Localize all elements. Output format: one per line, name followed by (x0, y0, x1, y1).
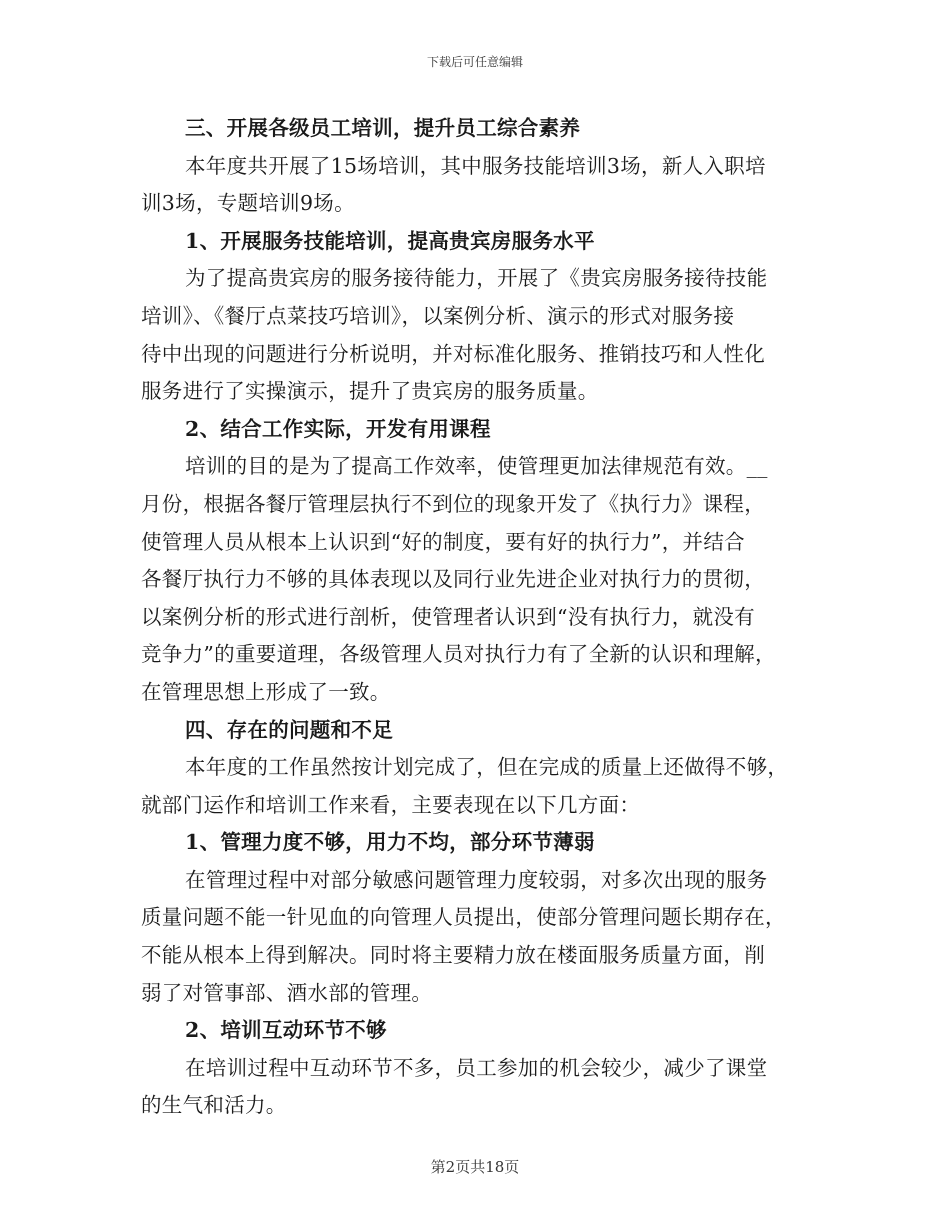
paragraph-line: 本年度的工作虽然按计划完成了，但在完成的质量上还做得不够， (185, 755, 789, 780)
document-body (141, 110, 809, 1125)
paragraph-line: 质量问题不能一针见血的向管理人员提出，使部分管理问题长期存在， (141, 905, 786, 930)
paragraph-line: 竞争力”的重要道理，各级管理人员对执行力有了全新的认识和理解， (141, 642, 776, 667)
paragraph-line: 本年度共开展了15场培训，其中服务技能培训3场，新人入职培 (185, 153, 766, 178)
paragraph-line: 在管理思想上形成了一致。 (141, 679, 391, 704)
paragraph-line: 待中出现的问题进行分析说明，并对标准化服务、推销技巧和人性化 (141, 341, 765, 366)
paragraph-line: 的生气和活力。 (141, 1093, 287, 1118)
paragraph-line: 以案例分析的形式进行剖析，使管理者认识到“没有执行力，就没有 (141, 604, 755, 629)
paragraph-line: 培训的目的是为了提高工作效率，使管理更加法律规范有效。__ (185, 454, 768, 479)
subsection-heading-management: 1、管理力度不够，用力不均，部分环节薄弱 (185, 830, 595, 855)
subsection-heading-interaction: 2、培训互动环节不够 (185, 1018, 387, 1043)
paragraph-line: 培训》、《餐厅点菜技巧培训》，以案例分析、演示的形式对服务接 (141, 303, 735, 328)
paragraph-line: 月份，根据各餐厅管理层执行不到位的现象开发了《执行力》课程， (141, 491, 765, 516)
section-heading-training: 三、开展各级员工培训，提升员工综合素养 (185, 116, 581, 140)
page-number-footer: 第2页共18页 (430, 1158, 520, 1176)
paragraph-line: 使管理人员从根本上认识到“好的制度，要有好的执行力”，并结合 (141, 529, 745, 554)
paragraph-line: 弱了对管事部、酒水部的管理。 (141, 980, 433, 1005)
paragraph-line: 各餐厅执行力不够的具体表现以及同行业先进企业对执行力的贯彻， (141, 567, 765, 592)
paragraph-line: 不能从根本上得到解决。同时将主要精力放在楼面服务质量方面，削 (141, 943, 765, 968)
subsection-heading-service-skills: 1、开展服务技能培训，提高贵宾房服务水平 (185, 228, 595, 253)
paragraph-line: 训3场，专题培训9场。 (141, 191, 355, 216)
page-header: 下载后可任意编辑 (426, 55, 523, 69)
paragraph-line: 为了提高贵宾房的服务接待能力，开展了《贵宾房服务接待技能 (185, 266, 768, 291)
section-heading-problems: 四、存在的问题和不足 (185, 717, 393, 742)
paragraph-line: 服务进行了实操演示，提升了贵宾房的服务质量。 (141, 379, 599, 404)
paragraph-line: 在管理过程中对部分敏感问题管理力度较弱，对多次出现的服务 (185, 867, 768, 892)
subsection-heading-courses: 2、结合工作实际，开发有用课程 (185, 416, 491, 441)
paragraph-line: 在培训过程中互动环节不多，员工参加的机会较少，减少了课堂 (185, 1055, 768, 1080)
paragraph-line: 就部门运作和培训工作来看，主要表现在以下几方面： (141, 792, 641, 817)
